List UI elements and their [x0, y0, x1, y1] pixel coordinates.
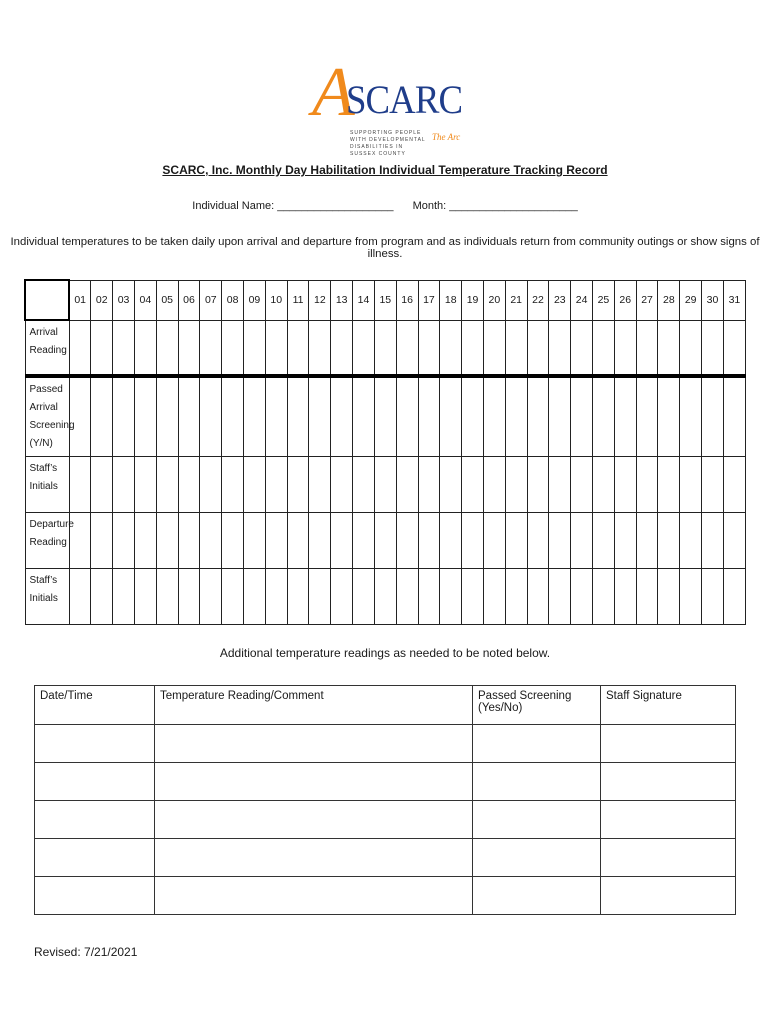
entry-cell[interactable] [156, 513, 178, 569]
column-header: Staff Signature [601, 686, 736, 725]
entry-cell[interactable] [601, 839, 736, 877]
entry-cell[interactable] [91, 569, 113, 625]
entry-cell[interactable] [680, 513, 702, 569]
tracking-table [24, 279, 746, 625]
entry-cell[interactable] [614, 513, 636, 569]
entry-cell[interactable] [636, 513, 658, 569]
day-header-31: 31 [723, 280, 745, 320]
entry-cell[interactable] [331, 457, 353, 513]
entry-cell[interactable] [222, 376, 244, 457]
entry-cell[interactable] [680, 320, 702, 376]
entry-cell[interactable] [549, 320, 571, 376]
entry-cell[interactable] [702, 320, 724, 376]
entry-cell[interactable] [156, 569, 178, 625]
entry-cell[interactable] [331, 513, 353, 569]
entry-cell[interactable] [178, 320, 200, 376]
month-field[interactable]: Month: _____________________ [412, 200, 578, 212]
additional-readings-table [34, 685, 736, 915]
entry-cell[interactable] [396, 376, 418, 457]
table-row [35, 839, 736, 877]
row-label [25, 320, 69, 376]
entry-cell[interactable] [35, 801, 155, 839]
entry-cell[interactable] [178, 457, 200, 513]
entry-cell[interactable] [113, 320, 135, 376]
entry-cell[interactable] [571, 569, 593, 625]
entry-cell[interactable] [156, 376, 178, 457]
entry-cell[interactable] [309, 457, 331, 513]
entry-cell[interactable] [287, 376, 309, 457]
entry-cell[interactable] [155, 725, 473, 763]
day-header-03: 03 [113, 280, 135, 320]
entry-cell[interactable] [200, 376, 222, 457]
entry-cell[interactable] [287, 457, 309, 513]
entry-cell[interactable] [396, 513, 418, 569]
entry-cell[interactable] [134, 457, 156, 513]
entry-cell[interactable] [601, 801, 736, 839]
row-label-line: Screening [29, 420, 75, 431]
table-row [35, 801, 736, 839]
day-header-17: 17 [418, 280, 440, 320]
entry-cell[interactable] [244, 320, 266, 376]
entry-cell[interactable] [396, 320, 418, 376]
day-header-09: 09 [244, 280, 266, 320]
entry-cell[interactable] [353, 569, 375, 625]
entry-cell[interactable] [418, 320, 440, 376]
entry-cell[interactable] [200, 457, 222, 513]
entry-cell[interactable] [200, 569, 222, 625]
entry-cell[interactable] [155, 877, 473, 915]
instructions: Individual temperatures to be taken daily upon arrival and departure from program and as individuals return from community outings or show signs of illness. [10, 236, 760, 260]
entry-cell[interactable] [505, 457, 527, 513]
entry-cell[interactable] [473, 801, 601, 839]
entry-cell[interactable] [527, 513, 549, 569]
entry-cell[interactable] [473, 763, 601, 801]
entry-cell[interactable] [178, 513, 200, 569]
row-label-line: Departure [29, 519, 74, 530]
entry-cell[interactable] [134, 320, 156, 376]
entry-cell[interactable] [702, 376, 724, 457]
row-label-line: Reading [29, 345, 67, 356]
entry-cell[interactable] [91, 457, 113, 513]
day-header-13: 13 [331, 280, 353, 320]
table-row [35, 877, 736, 915]
entry-cell[interactable] [244, 569, 266, 625]
entry-cell[interactable] [614, 457, 636, 513]
day-header-22: 22 [527, 280, 549, 320]
table-row [35, 725, 736, 763]
day-header-25: 25 [593, 280, 615, 320]
entry-cell[interactable] [680, 376, 702, 457]
entry-cell[interactable] [505, 320, 527, 376]
entry-cell[interactable] [483, 320, 505, 376]
entry-cell[interactable] [723, 457, 745, 513]
entry-cell[interactable] [636, 320, 658, 376]
tracking-row [25, 320, 746, 376]
day-header-14: 14 [353, 280, 375, 320]
day-header-18: 18 [440, 280, 462, 320]
entry-cell[interactable] [636, 376, 658, 457]
row-label-line: Initials [29, 593, 58, 604]
entry-cell[interactable] [593, 513, 615, 569]
entry-cell[interactable] [473, 877, 601, 915]
row-label [25, 376, 75, 457]
entry-cell[interactable] [680, 457, 702, 513]
entry-cell[interactable] [549, 376, 571, 457]
entry-cell[interactable] [374, 320, 396, 376]
entry-cell[interactable] [658, 569, 680, 625]
entry-cell[interactable] [69, 320, 91, 376]
entry-cell[interactable] [593, 569, 615, 625]
entry-cell[interactable] [702, 569, 724, 625]
entry-cell[interactable] [287, 320, 309, 376]
entry-cell[interactable] [200, 320, 222, 376]
day-header-20: 20 [483, 280, 505, 320]
entry-cell[interactable] [156, 457, 178, 513]
day-header-10: 10 [265, 280, 287, 320]
day-header-04: 04 [134, 280, 156, 320]
day-header-23: 23 [549, 280, 571, 320]
row-label-line: (Y/N) [29, 438, 53, 449]
entry-cell[interactable] [505, 569, 527, 625]
row-label [25, 457, 69, 513]
additional-readings-note: Additional temperature readings as needed to be noted below. [219, 646, 551, 660]
entry-cell[interactable] [440, 320, 462, 376]
entry-cell[interactable] [571, 457, 593, 513]
day-header-19: 19 [462, 280, 484, 320]
entry-cell[interactable] [265, 513, 287, 569]
entry-cell[interactable] [309, 513, 331, 569]
entry-cell[interactable] [265, 457, 287, 513]
row-label [25, 569, 69, 625]
day-header-16: 16 [396, 280, 418, 320]
entry-cell[interactable] [353, 513, 375, 569]
day-header-30: 30 [702, 280, 724, 320]
entry-cell[interactable] [614, 569, 636, 625]
entry-cell[interactable] [702, 513, 724, 569]
entry-cell[interactable] [658, 376, 680, 457]
entry-cell[interactable] [353, 376, 375, 457]
entry-cell[interactable] [593, 376, 615, 457]
entry-cell[interactable] [723, 569, 745, 625]
entry-cell[interactable] [374, 513, 396, 569]
revision-date: Revised: 7/21/2021 [34, 945, 138, 959]
row-label-line: Passed [29, 384, 63, 395]
entry-cell[interactable] [35, 725, 155, 763]
entry-cell[interactable] [113, 513, 135, 569]
entry-cell[interactable] [353, 457, 375, 513]
header-fields [0, 200, 770, 212]
tracking-row [25, 376, 746, 457]
entry-cell[interactable] [200, 513, 222, 569]
entry-cell[interactable] [309, 569, 331, 625]
entry-cell[interactable] [91, 320, 113, 376]
entry-cell[interactable] [91, 376, 113, 457]
day-header-29: 29 [680, 280, 702, 320]
entry-cell[interactable] [331, 376, 353, 457]
day-header-11: 11 [287, 280, 309, 320]
entry-cell[interactable] [462, 320, 484, 376]
entry-cell[interactable] [374, 569, 396, 625]
entry-cell[interactable] [723, 320, 745, 376]
entry-cell[interactable] [244, 376, 266, 457]
entry-cell[interactable] [244, 513, 266, 569]
row-label-line: Staff’s [29, 575, 58, 586]
entry-cell[interactable] [374, 376, 396, 457]
day-header-07: 07 [200, 280, 222, 320]
entry-cell[interactable] [658, 457, 680, 513]
entry-cell[interactable] [658, 320, 680, 376]
entry-cell[interactable] [473, 725, 601, 763]
day-header-21: 21 [505, 280, 527, 320]
entry-cell[interactable] [483, 569, 505, 625]
form-title: SCARC, Inc. Monthly Day Habilitation Individual Temperature Tracking Record [162, 163, 608, 177]
row-label-line: Staff’s [29, 463, 58, 474]
entry-cell[interactable] [265, 376, 287, 457]
entry-cell[interactable] [418, 457, 440, 513]
corner-cell [25, 280, 69, 320]
entry-cell[interactable] [680, 569, 702, 625]
day-header-08: 08 [222, 280, 244, 320]
entry-cell[interactable] [418, 513, 440, 569]
row-label-line: Initials [29, 481, 58, 492]
entry-cell[interactable] [462, 569, 484, 625]
entry-cell[interactable] [418, 376, 440, 457]
entry-cell[interactable] [483, 457, 505, 513]
entry-cell[interactable] [527, 320, 549, 376]
entry-cell[interactable] [549, 513, 571, 569]
entry-cell[interactable] [113, 376, 135, 457]
entry-cell[interactable] [374, 457, 396, 513]
entry-cell[interactable] [571, 513, 593, 569]
entry-cell[interactable] [178, 569, 200, 625]
entry-cell[interactable] [723, 513, 745, 569]
logo-tagline: SUPPORTING PEOPLE WITH DEVELOPMENTAL DISABILITIES IN SUSSEX COUNTY [350, 130, 426, 157]
entry-cell[interactable] [527, 376, 549, 457]
entry-cell[interactable] [113, 569, 135, 625]
day-header-12: 12 [309, 280, 331, 320]
day-header-05: 05 [156, 280, 178, 320]
day-header-28: 28 [658, 280, 680, 320]
day-header-02: 02 [91, 280, 113, 320]
day-header-24: 24 [571, 280, 593, 320]
day-header-26: 26 [614, 280, 636, 320]
entry-cell[interactable] [178, 376, 200, 457]
entry-cell[interactable] [353, 320, 375, 376]
day-header-27: 27 [636, 280, 658, 320]
entry-cell[interactable] [601, 877, 736, 915]
tracking-row [25, 569, 746, 625]
entry-cell[interactable] [35, 763, 155, 801]
column-header: Date/Time [35, 686, 155, 725]
entry-cell[interactable] [440, 513, 462, 569]
entry-cell[interactable] [396, 569, 418, 625]
entry-cell[interactable] [69, 376, 91, 457]
entry-cell[interactable] [549, 457, 571, 513]
row-label-line: Arrival [29, 327, 58, 338]
entry-cell[interactable] [35, 877, 155, 915]
column-header: Temperature Reading/Comment [155, 686, 473, 725]
entry-cell[interactable] [265, 569, 287, 625]
entry-cell[interactable] [287, 513, 309, 569]
entry-cell[interactable] [287, 569, 309, 625]
entry-cell[interactable] [462, 457, 484, 513]
entry-cell[interactable] [222, 569, 244, 625]
entry-cell[interactable] [549, 569, 571, 625]
entry-cell[interactable] [222, 513, 244, 569]
entry-cell[interactable] [396, 457, 418, 513]
entry-cell[interactable] [134, 376, 156, 457]
entry-cell[interactable] [69, 457, 91, 513]
entry-cell[interactable] [636, 569, 658, 625]
entry-cell[interactable] [483, 513, 505, 569]
scarc-logo [312, 54, 472, 158]
entry-cell[interactable] [483, 376, 505, 457]
entry-cell[interactable] [601, 725, 736, 763]
tracking-row [25, 513, 746, 569]
entry-cell[interactable] [593, 457, 615, 513]
individual-name-field[interactable]: Individual Name: ___________________ [192, 200, 394, 212]
entry-cell[interactable] [440, 376, 462, 457]
entry-cell[interactable] [91, 513, 113, 569]
row-label-line: Arrival [29, 402, 58, 413]
entry-cell[interactable] [331, 320, 353, 376]
entry-cell[interactable] [527, 569, 549, 625]
entry-cell[interactable] [155, 801, 473, 839]
entry-cell[interactable] [244, 457, 266, 513]
entry-cell[interactable] [309, 376, 331, 457]
logo-mark: A [312, 54, 355, 131]
entry-cell[interactable] [440, 457, 462, 513]
entry-cell[interactable] [571, 320, 593, 376]
entry-cell[interactable] [134, 513, 156, 569]
entry-cell[interactable] [658, 513, 680, 569]
entry-cell[interactable] [113, 457, 135, 513]
entry-cell[interactable] [265, 320, 287, 376]
entry-cell[interactable] [462, 376, 484, 457]
entry-cell[interactable] [723, 376, 745, 457]
entry-cell[interactable] [69, 569, 91, 625]
entry-cell[interactable] [35, 839, 155, 877]
day-header-06: 06 [178, 280, 200, 320]
logo-wordmark: SCARC [346, 77, 463, 122]
entry-cell[interactable] [418, 569, 440, 625]
arc-logo: The Arc [432, 132, 461, 142]
entry-cell[interactable] [155, 763, 473, 801]
entry-cell[interactable] [309, 320, 331, 376]
entry-cell[interactable] [505, 513, 527, 569]
entry-cell[interactable] [702, 457, 724, 513]
entry-cell[interactable] [593, 320, 615, 376]
entry-cell[interactable] [614, 376, 636, 457]
entry-cell[interactable] [571, 376, 593, 457]
column-header: Passed Screening (Yes/No) [473, 686, 601, 725]
entry-cell[interactable] [155, 839, 473, 877]
entry-cell[interactable] [331, 569, 353, 625]
entry-cell[interactable] [134, 569, 156, 625]
row-label [25, 513, 74, 569]
entry-cell[interactable] [156, 320, 178, 376]
table-row [35, 763, 736, 801]
tracking-row [25, 457, 746, 513]
row-label-line: Reading [29, 537, 67, 548]
day-header-15: 15 [374, 280, 396, 320]
entry-cell[interactable] [614, 320, 636, 376]
entry-cell[interactable] [462, 513, 484, 569]
entry-cell[interactable] [473, 839, 601, 877]
day-header-01: 01 [69, 280, 91, 320]
entry-cell[interactable] [601, 763, 736, 801]
entry-cell[interactable] [222, 457, 244, 513]
entry-cell[interactable] [527, 457, 549, 513]
entry-cell[interactable] [505, 376, 527, 457]
entry-cell[interactable] [222, 320, 244, 376]
entry-cell[interactable] [636, 457, 658, 513]
entry-cell[interactable] [440, 569, 462, 625]
